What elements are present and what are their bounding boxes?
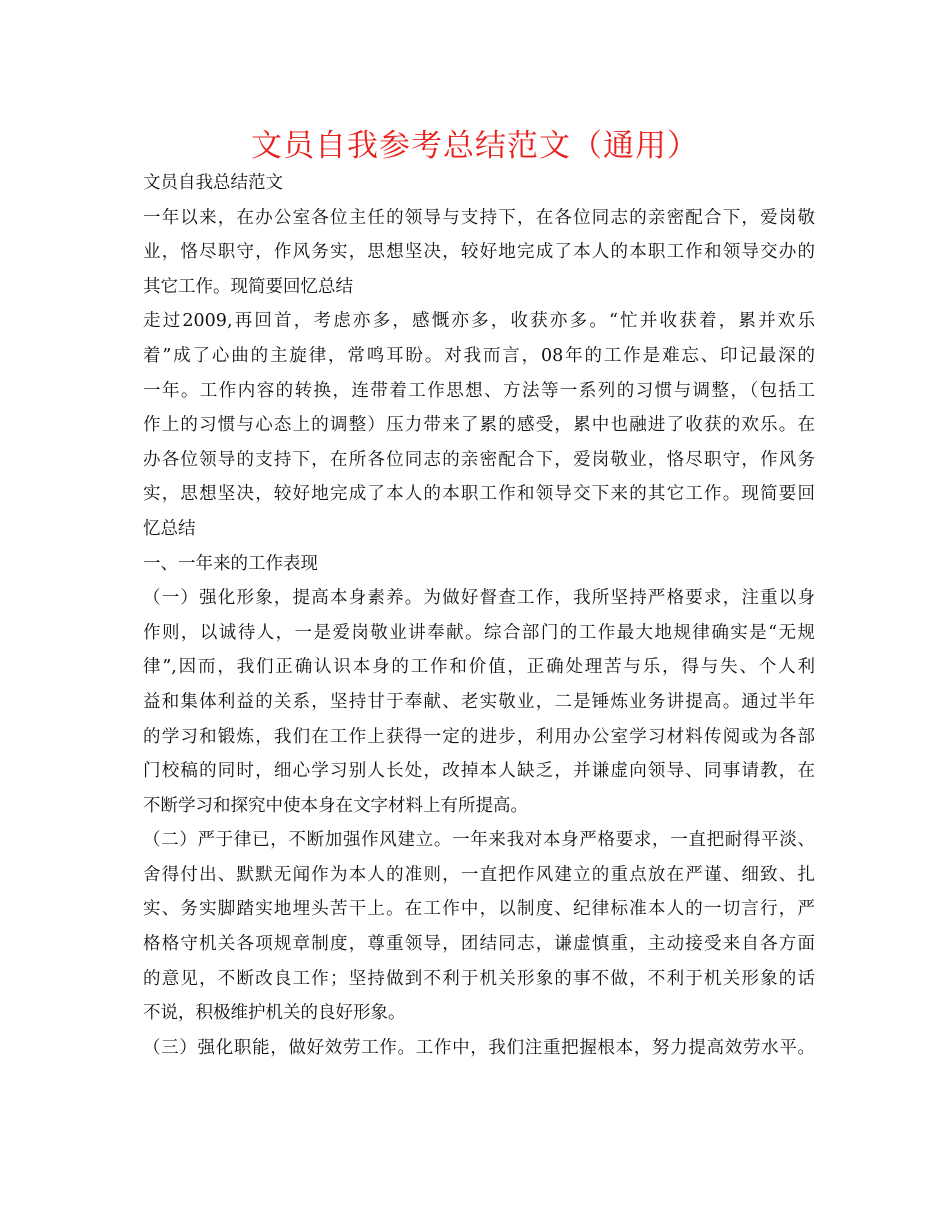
paragraph-line: 其它工作。现简要回忆总结 bbox=[143, 276, 353, 297]
paragraph-line: （三）强化职能，做好效劳工作。工作中，我们注重把握根本，努力提高效劳水平。 bbox=[143, 1037, 815, 1058]
paragraph-line: 不断学习和探究中使本身在文字材料上有所提高。 bbox=[143, 795, 528, 816]
paragraph-line: 作上的习惯与心态上的调整）压力带来了累的感受，累中也融进了收获的欢乐。在 bbox=[143, 415, 815, 436]
document-body bbox=[143, 166, 815, 1065]
paragraph-line: 门校稿的同时，细心学习别人长处，改掉本人缺乏，并谦虚向领导、同事请教，在 bbox=[143, 761, 815, 782]
paragraph-line: 作则，以诚待人，一是爱岗敬业讲奉献。综合部门的工作最大地规律确实是“无规 bbox=[143, 622, 815, 643]
paragraph-line: （一）强化形象，提高本身素养。为做好督查工作，我所坚持严格要求，注重以身 bbox=[143, 588, 815, 609]
paragraph-line: 实、务实脚踏实地埋头苦干上。在工作中，以制度、纪律标准本人的一切言行，严 bbox=[143, 899, 815, 920]
paragraph-line: 格格守机关各项规章制度，尊重领导，团结同志，谦虚慎重，主动接受来自各方面 bbox=[143, 934, 815, 955]
paragraph-line: 律”,因而，我们正确认识本身的工作和价值，正确处理苦与乐，得与失、个人利 bbox=[143, 657, 815, 678]
paragraph-line: 的学习和锻炼，我们在工作上获得一定的进步，利用办公室学习材料传阅或为各部 bbox=[143, 726, 815, 747]
paragraph-line: 实，思想坚决，较好地完成了本人的本职工作和领导交下来的其它工作。现简要回 bbox=[143, 484, 815, 505]
paragraph-line: 一年以来，在办公室各位主任的领导与支持下，在各位同志的亲密配合下，爱岗敬 bbox=[143, 207, 815, 228]
paragraph-line: 一、一年来的工作表现 bbox=[143, 553, 318, 574]
paragraph-line: 文员自我总结范文 bbox=[143, 173, 283, 193]
paragraph-line: 益和集体利益的关系，坚持甘于奉献、老实敬业，二是锤炼业务讲提高。通过半年 bbox=[143, 691, 815, 712]
document-title: 文员自我参考总结范文（通用） bbox=[251, 128, 699, 164]
paragraph-line: （二）严于律已，不断加强作风建立。一年来我对本身严格要求，一直把耐得平淡、 bbox=[143, 830, 815, 851]
paragraph-line: 的意见，不断改良工作；坚持做到不利于机关形象的事不做，不利于机关形象的话 bbox=[143, 968, 815, 989]
paragraph-line: 走过2009,再回首，考虑亦多，感慨亦多，收获亦多。“忙并收获着，累并欢乐 bbox=[143, 311, 815, 332]
paragraph-line: 一年。工作内容的转换，连带着工作思想、方法等一系列的习惯与调整，（包括工 bbox=[143, 380, 815, 401]
paragraph-line: 不说，积极维护机关的良好形象。 bbox=[143, 1003, 406, 1024]
paragraph-line: 忆总结 bbox=[143, 518, 196, 539]
paragraph-line: 着”成了心曲的主旋律，常鸣耳盼。对我而言，08年的工作是难忘、印记最深的 bbox=[143, 345, 815, 366]
paragraph-line: 业，恪尽职守，作风务实，思想坚决，较好地完成了本人的本职工作和领导交办的 bbox=[143, 242, 815, 263]
paragraph-line: 办各位领导的支持下，在所各位同志的亲密配合下，爱岗敬业，恪尽职守，作风务 bbox=[143, 449, 815, 470]
paragraph-line: 舍得付出、默默无闻作为本人的准则，一直把作风建立的重点放在严谨、细致、扎 bbox=[143, 864, 815, 885]
